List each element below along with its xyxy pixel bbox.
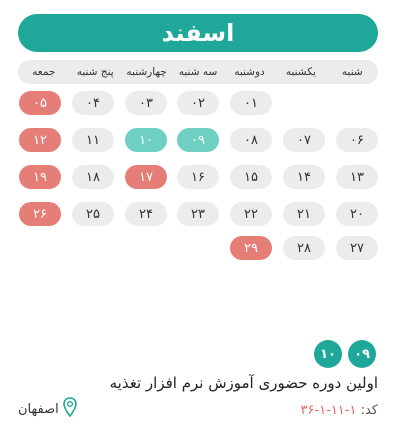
day-cell-holiday[interactable]: ۲۶ <box>19 202 61 226</box>
day-cell[interactable]: ۱۱ <box>72 128 114 152</box>
event-day-badges <box>310 340 376 368</box>
day-cell[interactable]: ۰۲ <box>177 91 219 115</box>
day-cell[interactable]: ۲۲ <box>230 202 272 226</box>
day-cell[interactable]: ۰۸ <box>230 128 272 152</box>
day-cell[interactable]: ۲۱ <box>283 202 325 226</box>
day-cell[interactable]: ۱۴ <box>283 165 325 189</box>
event-title[interactable]: اولین دوره حضوری آموزش نرم افزار تغذیه <box>109 374 378 392</box>
map-pin-icon <box>63 397 77 421</box>
weekday-saturday: شنبه <box>341 66 363 78</box>
day-cell-holiday[interactable]: ۱۲ <box>19 128 61 152</box>
day-cell[interactable]: ۰۳ <box>125 91 167 115</box>
day-cell[interactable]: ۲۴ <box>125 202 167 226</box>
code-value: ۳۶-۱-۱۱-۱ <box>300 403 357 418</box>
day-cell[interactable]: ۰۱ <box>230 91 272 115</box>
day-cell-holiday[interactable]: ۱۷ <box>125 165 167 189</box>
day-cell[interactable]: ۱۵ <box>230 165 272 189</box>
day-cell-event[interactable]: ۱۰ <box>125 128 167 152</box>
event-location <box>18 398 77 420</box>
code-label: کد: <box>360 403 378 418</box>
weekday-monday: دوشنبه <box>234 66 265 78</box>
day-cell[interactable]: ۰۴ <box>72 91 114 115</box>
weekday-tuesday: سه شنبه <box>178 66 218 78</box>
day-cell-holiday[interactable]: ۱۹ <box>19 165 61 189</box>
weekday-thursday: پنج شنبه <box>76 66 114 78</box>
day-cell[interactable]: ۲۳ <box>177 202 219 226</box>
location-name: اصفهان <box>18 401 59 417</box>
day-cell[interactable]: ۱۶ <box>177 165 219 189</box>
day-cell-holiday[interactable]: ۰۵ <box>19 91 61 115</box>
day-cell[interactable]: ۲۰ <box>336 202 378 226</box>
day-cell[interactable]: ۲۵ <box>72 202 114 226</box>
day-cell-holiday[interactable]: ۲۹ <box>230 236 272 260</box>
weekday-sunday: یکشنبه <box>285 66 316 78</box>
day-cell[interactable]: ۰۷ <box>283 128 325 152</box>
event-day-badge: ۰۹ <box>348 340 376 368</box>
event-day-badge: ۱۰ <box>314 340 342 368</box>
weekday-wednesday: چهارشنبه <box>126 66 167 78</box>
weekday-friday: جمعه <box>32 66 56 78</box>
day-cell[interactable]: ۲۸ <box>283 236 325 260</box>
day-cell[interactable]: ۱۸ <box>72 165 114 189</box>
day-cell-event[interactable]: ۰۹ <box>177 128 219 152</box>
day-cell[interactable]: ۰۶ <box>336 128 378 152</box>
month-title: اسفند <box>18 14 378 52</box>
day-cell[interactable]: ۱۳ <box>336 165 378 189</box>
event-code <box>300 403 378 418</box>
day-cell[interactable]: ۲۷ <box>336 236 378 260</box>
